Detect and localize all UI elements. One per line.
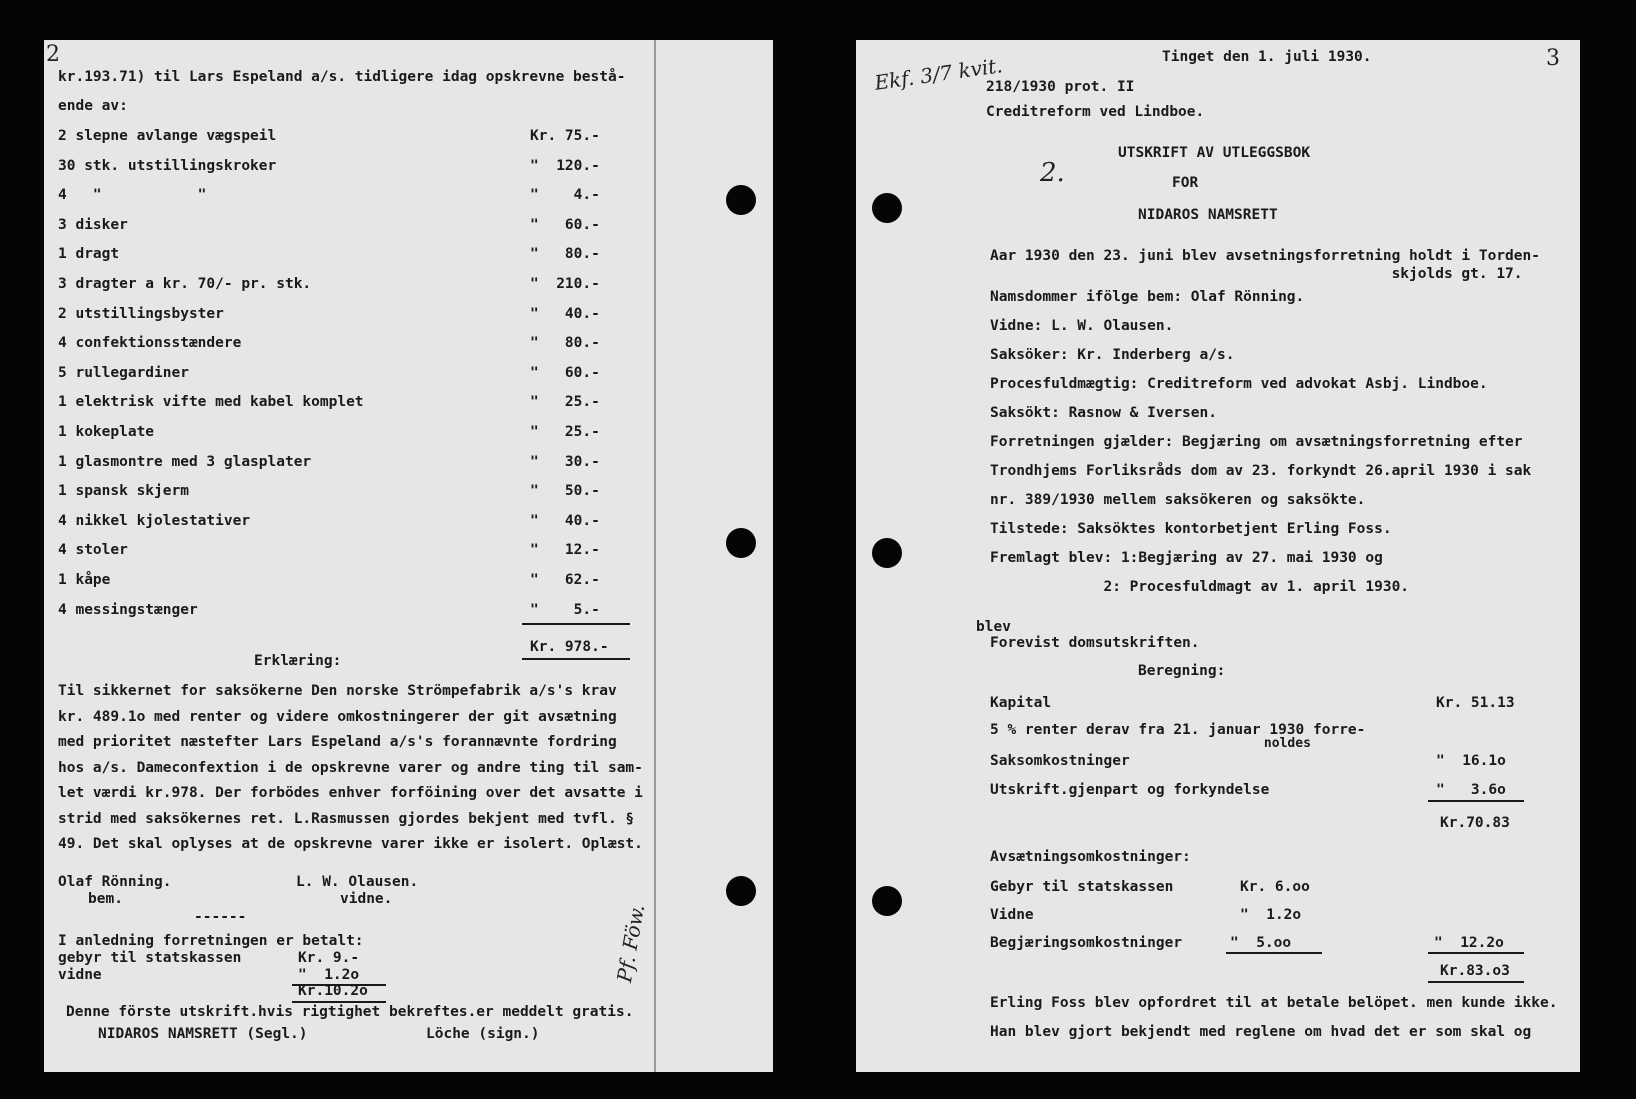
item-description: 4 messingstænger <box>58 601 198 618</box>
punch-hole <box>726 528 756 558</box>
forevist-line: Forevist domsutskriften. <box>990 635 1200 651</box>
fee-desc: gebyr til statskassen <box>58 950 242 966</box>
calc-total: Kr.70.83 <box>1440 815 1510 831</box>
item-description: 4 " " <box>58 187 207 204</box>
document-title: NIDAROS NAMSRETT <box>1138 207 1278 223</box>
sum-rule <box>522 623 630 625</box>
cost-sub-amount: " 5.oo <box>1230 935 1292 951</box>
calc-amount: Kr. 51.13 <box>1436 695 1515 711</box>
calc-heading: Beregning: <box>1138 663 1226 679</box>
footer-line: Denne förste utskrift.hvis rigtighet bekreftes.er meddelt gratis. <box>66 1004 634 1020</box>
item-amount: " 12.- <box>530 542 600 559</box>
item-amount: " 40.- <box>530 305 600 322</box>
grand-total-underline <box>1428 981 1524 983</box>
body-line: Procesfuldmægtig: Creditreform ved advokat Asbj. Lindboe. <box>990 376 1488 392</box>
fee-desc: vidne <box>58 967 102 983</box>
fee-amount: " 1.2o <box>298 967 360 983</box>
body-line: nr. 389/1930 mellem saksökeren og saksökte. <box>990 492 1366 508</box>
fee-amount: Kr. 9.- <box>298 950 360 966</box>
page-number: 2 <box>46 42 60 67</box>
cost-desc: Vidne <box>990 907 1034 923</box>
item-description: 1 spansk skjerm <box>58 483 189 500</box>
item-amount: " 80.- <box>530 335 600 352</box>
handwritten-number: 2. <box>1040 158 1065 188</box>
calc-desc: Kapital <box>990 695 1052 711</box>
signature-name: Olaf Rönning. <box>58 874 172 890</box>
forevist-insert: blev <box>976 619 1011 635</box>
body-line: Namsdommer ifölge bem: Olaf Rönning. <box>990 289 1305 305</box>
item-description: 2 utstillingsbyster <box>58 305 224 322</box>
cost-sub-amount: Kr. 6.oo <box>1240 879 1310 895</box>
item-description: 3 disker <box>58 216 128 233</box>
item-amount: " 120.- <box>530 157 600 174</box>
case-number: 218/1930 prot. II <box>986 79 1135 95</box>
body-line: Vidne: L. W. Olausen. <box>990 318 1174 334</box>
item-amount: " 5.- <box>530 601 600 618</box>
signature-name: L. W. Olausen. <box>296 874 419 890</box>
document-title: FOR <box>1172 175 1199 191</box>
item-description: 1 glasmontre med 3 glasplater <box>58 453 312 470</box>
declaration-line: let værdi kr.978. Der forbödes enhver forföining over det avsatte i <box>58 785 643 801</box>
right-page <box>856 40 1580 1072</box>
signature-title: vidne. <box>340 891 393 907</box>
item-description: 4 confektionsstændere <box>58 335 242 352</box>
item-description: 4 nikkel kjolestativer <box>58 512 251 529</box>
item-description: 1 elektrisk vifte med kabel komplet <box>58 394 364 411</box>
page-number: 3 <box>1546 46 1560 71</box>
item-amount: " 25.- <box>530 394 600 411</box>
item-amount: " 60.- <box>530 364 600 381</box>
body-line: Saksöker: Kr. Inderberg a/s. <box>990 347 1235 363</box>
declaration-line: hos a/s. Dameconfextion i de opskrevne varer og andre ting til sam- <box>58 759 643 776</box>
item-description: 4 stoler <box>58 542 128 559</box>
total-amount: Kr. 978.- <box>530 639 609 655</box>
calc-amount: " 16.1o <box>1436 753 1506 769</box>
costs-rule <box>1226 952 1322 954</box>
body-line: 2: Procesfuldmagt av 1. april 1930. <box>990 579 1410 595</box>
page-fold <box>654 40 656 1072</box>
party-line: Creditreform ved Lindboe. <box>986 104 1205 120</box>
body-line: Fremlagt blev: 1:Begjæring av 27. mai 1930 og <box>990 550 1383 566</box>
body-line: skjolds gt. 17. <box>990 266 1523 282</box>
grand-total: Kr.83.o3 <box>1440 963 1510 979</box>
left-page <box>44 40 773 1072</box>
cost-amount: " 12.2o <box>1434 935 1504 951</box>
declaration-line: kr. 489.1o med renter og videre omkostningerer der git avsætning <box>58 708 617 725</box>
item-description: 5 rullegardiner <box>58 364 189 381</box>
cost-desc: Gebyr til statskassen <box>990 879 1174 895</box>
item-description: 2 slepne avlange vægspeil <box>58 128 277 144</box>
fees-heading: I anledning forretningen er betalt: <box>58 933 364 949</box>
costs-heading: Avsætningsomkostninger: <box>990 849 1191 865</box>
calc-desc: 5 % renter derav fra 21. januar 1930 forre- <box>990 722 1366 738</box>
declaration-line: med prioritet næstefter Lars Espeland a/s's forannævnte fordring <box>58 734 617 750</box>
declaration-line: strid med saksökernes ret. L.Rasmussen gjordes bekjent med tvfl. § <box>58 810 635 827</box>
item-amount: " 60.- <box>530 216 600 233</box>
costs-rule <box>1428 952 1524 954</box>
declaration-line: Til sikkernet for saksökerne Den norske Strömpefabrik a/s's krav <box>58 683 617 699</box>
item-description: 1 kokeplate <box>58 424 155 440</box>
item-amount: " 40.- <box>530 512 600 529</box>
footer-seal: NIDAROS NAMSRETT (Segl.) <box>98 1026 308 1042</box>
closing-line: Erling Foss blev opfordret til at betale belöpet. men kunde ikke. <box>990 995 1558 1011</box>
body-line: Trondhjems Forliksråds dom av 23. forkyndt 26.april 1930 i sak <box>990 463 1532 479</box>
body-line: Saksökt: Rasnow & Iversen. <box>990 405 1217 421</box>
item-amount: " 25.- <box>530 424 600 440</box>
calc-desc: noldes <box>990 736 1311 751</box>
date-line: Tinget den 1. juli 1930. <box>1162 49 1372 65</box>
punch-hole <box>872 886 902 916</box>
margin-handwriting: Ekf. 3/7 kvit. <box>872 53 1004 95</box>
item-description: 3 dragter a kr. 70/- pr. stk. <box>58 276 312 292</box>
item-description: 1 kåpe <box>58 572 111 588</box>
item-amount: " 62.- <box>530 572 600 588</box>
item-amount: " 4.- <box>530 187 600 204</box>
item-description: 30 stk. utstillingskroker <box>58 157 277 174</box>
cost-sub-amount: " 1.2o <box>1240 907 1302 923</box>
item-amount: " 80.- <box>530 246 600 263</box>
closing-line: Han blev gjort bekjendt med reglene om hvad det er som skal og <box>990 1024 1532 1040</box>
calc-amount: " 3.6o <box>1436 782 1506 798</box>
body-line: Aar 1930 den 23. juni blev avsetningsforretning holdt i Torden- <box>990 248 1540 264</box>
body-line: Forretningen gjælder: Begjæring om avsætningsforretning efter <box>990 434 1523 450</box>
declaration-line: 49. Det skal oplyses at de opskrevne varer ikke er isolert. Oplæst. <box>58 836 643 852</box>
header-line: ende av: <box>58 98 128 114</box>
punch-hole <box>726 185 756 215</box>
item-description: 1 dragt <box>58 246 120 263</box>
signature-title: bem. <box>88 891 123 907</box>
item-amount: Kr. 75.- <box>530 128 600 144</box>
calc-desc: Utskrift.gjenpart og forkyndelse <box>990 782 1270 798</box>
footer-sign: Löche (sign.) <box>426 1026 540 1042</box>
total-underline <box>522 658 630 660</box>
punch-hole <box>872 193 902 223</box>
body-line: Tilstede: Saksöktes kontorbetjent Erling Foss. <box>990 521 1392 537</box>
calc-rule <box>1428 800 1524 802</box>
declaration-heading: Erklæring: <box>254 653 342 669</box>
document-title: UTSKRIFT AV UTLEGGSBOK <box>1118 145 1311 161</box>
punch-hole <box>726 876 756 906</box>
punch-hole <box>872 538 902 568</box>
item-amount: " 30.- <box>530 453 600 470</box>
item-amount: " 50.- <box>530 483 600 500</box>
calc-desc: Saksomkostninger <box>990 753 1130 769</box>
separator: ------ <box>194 909 247 925</box>
fees-total: Kr.10.2o <box>298 983 368 999</box>
cost-desc: Begjæringsomkostninger <box>990 935 1183 951</box>
margin-handwriting: Pf. Föw. <box>612 902 650 985</box>
header-line: kr.193.71) til Lars Espeland a/s. tidligere idag opskrevne bestå- <box>58 69 626 85</box>
item-amount: " 210.- <box>530 276 600 292</box>
